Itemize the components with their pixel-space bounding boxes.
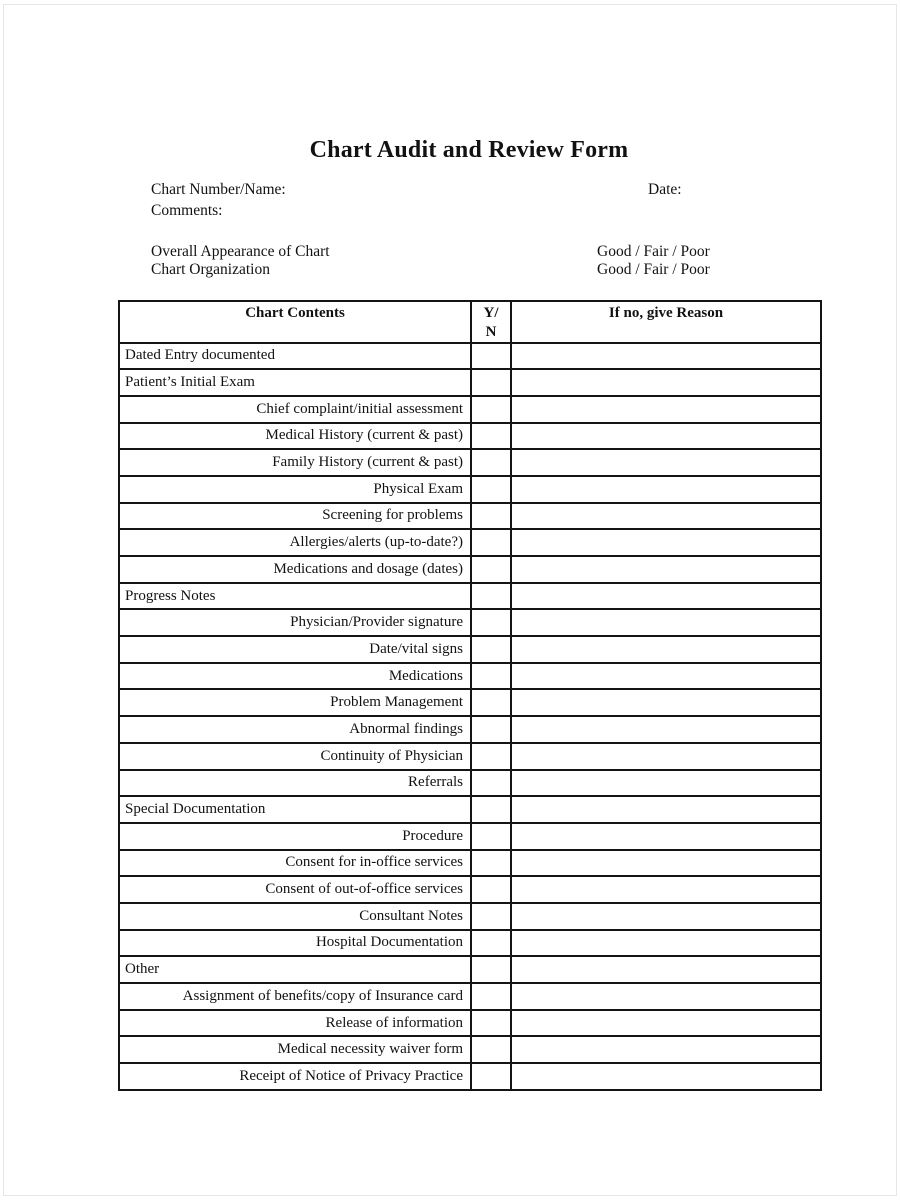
- reason-cell: [511, 850, 821, 877]
- row-label: Special Documentation: [119, 796, 471, 823]
- reason-cell: [511, 369, 821, 396]
- row-label: Referrals: [119, 770, 471, 797]
- row-label: Screening for problems: [119, 503, 471, 530]
- table-row: [119, 1036, 821, 1063]
- comments-label: Comments:: [151, 202, 223, 219]
- yn-cell: [471, 503, 511, 530]
- yn-cell: [471, 1063, 511, 1090]
- table-row: [119, 556, 821, 583]
- row-label: Consent of out-of-office services: [119, 876, 471, 903]
- yn-cell: [471, 369, 511, 396]
- yn-cell: [471, 796, 511, 823]
- reason-cell: [511, 1010, 821, 1037]
- table-row: [119, 983, 821, 1010]
- col-header-reason: If no, give Reason: [511, 301, 821, 343]
- table-row: [119, 583, 821, 610]
- table-row: [119, 476, 821, 503]
- reason-cell: [511, 663, 821, 690]
- table-row: [119, 423, 821, 450]
- table-row: [119, 716, 821, 743]
- reason-cell: [511, 716, 821, 743]
- table-row: [119, 796, 821, 823]
- row-label: Date/vital signs: [119, 636, 471, 663]
- yn-header-line2: N: [485, 323, 497, 340]
- row-label: Medications and dosage (dates): [119, 556, 471, 583]
- row-label: Other: [119, 956, 471, 983]
- yn-cell: [471, 343, 511, 370]
- date-label: Date:: [648, 181, 682, 198]
- yn-cell: [471, 743, 511, 770]
- yn-cell: [471, 1036, 511, 1063]
- table-row: [119, 529, 821, 556]
- yn-cell: [471, 903, 511, 930]
- yn-cell: [471, 876, 511, 903]
- reason-cell: [511, 903, 821, 930]
- table-row: [119, 903, 821, 930]
- table-row: [119, 609, 821, 636]
- rating-options-chart-organization: Good / Fair / Poor: [597, 261, 710, 278]
- yn-cell: [471, 956, 511, 983]
- col-header-chart-contents: Chart Contents: [119, 301, 471, 343]
- table-row: [119, 850, 821, 877]
- row-label: Physician/Provider signature: [119, 609, 471, 636]
- chart-number-label: Chart Number/Name:: [151, 181, 286, 198]
- table-row: [119, 343, 821, 370]
- yn-cell: [471, 689, 511, 716]
- reason-cell: [511, 876, 821, 903]
- yn-cell: [471, 716, 511, 743]
- table-row: [119, 1010, 821, 1037]
- yn-cell: [471, 583, 511, 610]
- table-row: [119, 636, 821, 663]
- row-label: Hospital Documentation: [119, 930, 471, 957]
- yn-cell: [471, 663, 511, 690]
- row-label: Consultant Notes: [119, 903, 471, 930]
- row-label: Dated Entry documented: [119, 343, 471, 370]
- reason-cell: [511, 956, 821, 983]
- reason-cell: [511, 529, 821, 556]
- row-label: Medications: [119, 663, 471, 690]
- table-row: [119, 369, 821, 396]
- row-label: Problem Management: [119, 689, 471, 716]
- yn-header-line1: Y/: [483, 305, 499, 321]
- row-label: Allergies/alerts (up-to-date?): [119, 529, 471, 556]
- table-row: [119, 1063, 821, 1090]
- yn-cell: [471, 396, 511, 423]
- yn-cell: [471, 609, 511, 636]
- row-label: Receipt of Notice of Privacy Practice: [119, 1063, 471, 1090]
- table-row: [119, 743, 821, 770]
- reason-cell: [511, 796, 821, 823]
- row-label: Abnormal findings: [119, 716, 471, 743]
- yn-cell: [471, 983, 511, 1010]
- table-header-row: [119, 301, 821, 343]
- page-title: Chart Audit and Review Form: [309, 137, 629, 163]
- rating-options-overall-appearance: Good / Fair / Poor: [597, 243, 710, 260]
- table-row: [119, 930, 821, 957]
- row-label: Release of information: [119, 1010, 471, 1037]
- row-label: Medical necessity waiver form: [119, 1036, 471, 1063]
- reason-cell: [511, 1063, 821, 1090]
- rating-label-chart-organization: Chart Organization: [151, 261, 270, 278]
- reason-cell: [511, 930, 821, 957]
- table-row: [119, 770, 821, 797]
- yn-cell: [471, 449, 511, 476]
- row-label: Progress Notes: [119, 583, 471, 610]
- reason-cell: [511, 556, 821, 583]
- reason-cell: [511, 636, 821, 663]
- table-row: [119, 956, 821, 983]
- yn-cell: [471, 423, 511, 450]
- yn-cell: [471, 930, 511, 957]
- yn-cell: [471, 823, 511, 850]
- row-label: Procedure: [119, 823, 471, 850]
- row-label: Family History (current & past): [119, 449, 471, 476]
- row-label: Physical Exam: [119, 476, 471, 503]
- yn-cell: [471, 850, 511, 877]
- reason-cell: [511, 689, 821, 716]
- reason-cell: [511, 823, 821, 850]
- table-row: [119, 449, 821, 476]
- row-label: Patient’s Initial Exam: [119, 369, 471, 396]
- reason-cell: [511, 343, 821, 370]
- table-row: [119, 396, 821, 423]
- yn-cell: [471, 636, 511, 663]
- reason-cell: [511, 770, 821, 797]
- audit-table: [118, 300, 822, 1091]
- yn-cell: [471, 1010, 511, 1037]
- reason-cell: [511, 503, 821, 530]
- row-label: Medical History (current & past): [119, 423, 471, 450]
- yn-cell: [471, 770, 511, 797]
- reason-cell: [511, 423, 821, 450]
- table-row: [119, 823, 821, 850]
- row-label: Continuity of Physician: [119, 743, 471, 770]
- row-label: Assignment of benefits/copy of Insurance card: [119, 983, 471, 1010]
- table-row: [119, 663, 821, 690]
- reason-cell: [511, 609, 821, 636]
- rating-label-overall-appearance: Overall Appearance of Chart: [151, 243, 330, 260]
- table-row: [119, 503, 821, 530]
- reason-cell: [511, 1036, 821, 1063]
- yn-cell: [471, 476, 511, 503]
- reason-cell: [511, 583, 821, 610]
- table-row: [119, 689, 821, 716]
- reason-cell: [511, 476, 821, 503]
- reason-cell: [511, 396, 821, 423]
- col-header-yn: [471, 301, 511, 343]
- yn-cell: [471, 529, 511, 556]
- reason-cell: [511, 449, 821, 476]
- reason-cell: [511, 743, 821, 770]
- reason-cell: [511, 983, 821, 1010]
- row-label: Consent for in-office services: [119, 850, 471, 877]
- row-label: Chief complaint/initial assessment: [119, 396, 471, 423]
- yn-cell: [471, 556, 511, 583]
- table-row: [119, 876, 821, 903]
